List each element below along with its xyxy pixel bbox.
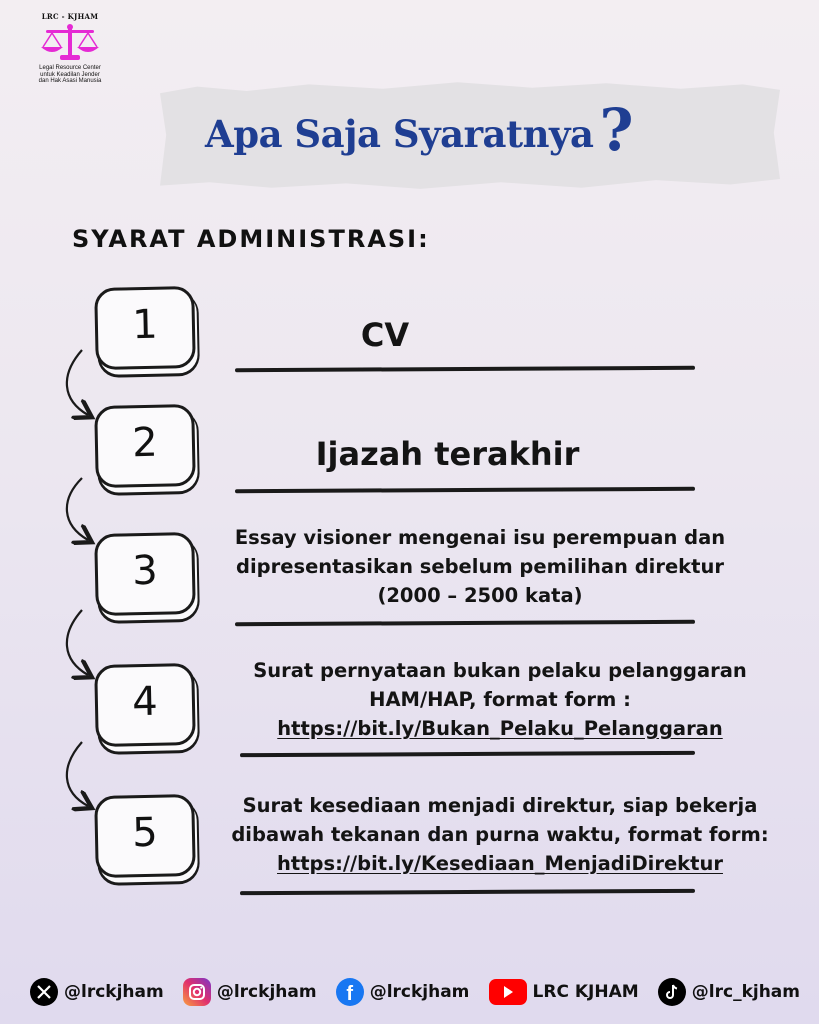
number-key-2: 2: [94, 404, 196, 488]
item-5-text: Surat kesediaan menjadi direktur, siap bekerja dibawah tekanan dan purna waktu, format form: https://bit.ly/Kesediaan_MenjadiDirektur: [205, 791, 795, 878]
social-tiktok[interactable]: @lrc_kjham: [658, 978, 800, 1006]
x-icon: [30, 978, 58, 1006]
arrow-3-4: [67, 610, 88, 675]
social-youtube[interactable]: LRC KJHAM: [489, 979, 639, 1005]
item-4-text: Surat pernyataan bukan pelaku pelanggaran HAM/HAP, format form : https://bit.ly/Bukan_Pelaku_Pelanggaran: [225, 656, 775, 743]
item-2-text: Ijazah terakhir: [315, 435, 580, 473]
number-key-3: 3: [94, 532, 196, 616]
question-mark: ?: [599, 96, 633, 164]
arrow-1-2: [67, 350, 88, 415]
social-footer: [30, 978, 800, 1006]
item-1-text: CV: [360, 316, 410, 354]
logo-org-name: LRC - KJHAM: [41, 12, 99, 21]
number-key-4: 4: [94, 663, 196, 747]
social-x[interactable]: @lrckjham: [30, 978, 164, 1006]
social-instagram[interactable]: @lrckjham: [183, 978, 317, 1006]
section-heading: SYARAT ADMINISTRASI:: [72, 225, 430, 253]
arrow-4-5: [67, 742, 88, 806]
number-key-5: 5: [94, 794, 196, 878]
facebook-icon: f: [336, 978, 364, 1006]
instagram-icon: [183, 978, 211, 1006]
arrow-2-3: [67, 478, 88, 540]
number-key-1: 1: [94, 286, 196, 370]
logo-subtitle: Legal Resource Center untuk Keadilan Jender dan Hak Asasi Manusia: [38, 65, 102, 84]
tiktok-icon: [658, 978, 686, 1006]
item-3-text: Essay visioner mengenai isu perempuan dan dipresentasikan sebelum pemilihan direktur (2000 – 2500 kata): [234, 526, 726, 607]
social-facebook[interactable]: f @lrckjham: [336, 978, 470, 1006]
page-title: Apa Saja Syaratnya ?: [205, 96, 633, 164]
youtube-icon: [489, 979, 527, 1005]
item-4-link[interactable]: https://bit.ly/Bukan_Pelaku_Pelanggaran: [277, 717, 723, 740]
item-5-link[interactable]: https://bit.ly/Kesediaan_MenjadiDirektur: [277, 852, 723, 875]
